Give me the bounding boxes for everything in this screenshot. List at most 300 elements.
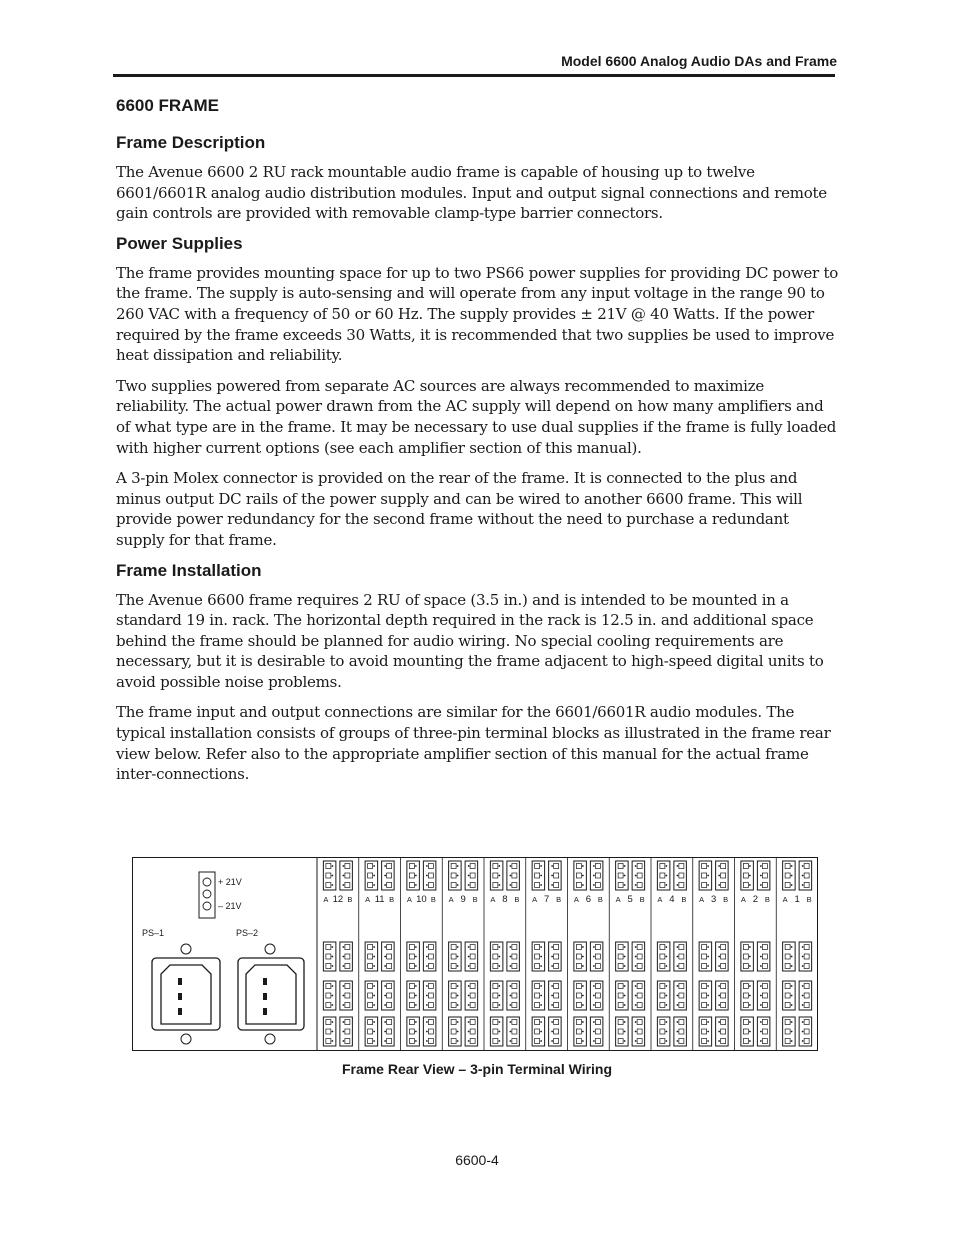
terminal-pin	[637, 1020, 642, 1025]
terminal-screw-dot	[384, 875, 386, 877]
terminal-pin	[743, 945, 748, 950]
terminal-block	[465, 861, 478, 890]
terminal-block	[674, 1017, 687, 1046]
terminal-block	[449, 861, 462, 890]
slot-label-b: B	[639, 895, 645, 904]
terminal-pin	[762, 945, 767, 950]
terminal-block	[340, 861, 353, 890]
terminal-pin	[428, 864, 433, 869]
terminal-screw-dot	[582, 985, 584, 987]
figure-caption: Frame Rear View – 3-pin Terminal Wiring	[341, 1061, 613, 1077]
terminal-pin	[554, 984, 559, 989]
slot-label-b: B	[681, 895, 687, 904]
terminal-pin	[345, 1020, 350, 1025]
terminal-screw-dot	[635, 1021, 637, 1023]
slot-number: 3	[710, 894, 717, 905]
terminal-screw-dot	[373, 1004, 375, 1006]
terminal-block	[507, 1017, 520, 1046]
terminal-pin	[804, 1020, 809, 1025]
terminal-screw-dot	[718, 1021, 720, 1023]
terminal-screw-dot	[551, 985, 553, 987]
terminal-screw-dot	[718, 1040, 720, 1042]
molex-label-plus: + 21V	[218, 877, 242, 887]
terminal-screw-dot	[624, 884, 626, 886]
terminal-screw-dot	[426, 884, 428, 886]
terminal-pin	[743, 1020, 748, 1025]
terminal-pin	[451, 873, 456, 878]
terminal-pin	[637, 873, 642, 878]
section-frame-description	[116, 133, 840, 224]
terminal-pin	[679, 984, 684, 989]
terminal-screw-dot	[551, 946, 553, 948]
terminal-pin	[368, 954, 373, 959]
inlet-pin	[263, 978, 267, 985]
terminal-pin	[345, 993, 350, 998]
terminal-screw-dot	[676, 1031, 678, 1033]
slot-number: 6	[585, 894, 592, 905]
terminal-pin	[595, 945, 600, 950]
ps1-power-inlet	[152, 944, 220, 1044]
terminal-screw-dot	[331, 875, 333, 877]
terminal-screw-dot	[540, 965, 542, 967]
terminal-screw-dot	[331, 1040, 333, 1042]
terminal-screw-dot	[426, 1021, 428, 1023]
terminal-pin	[595, 1020, 600, 1025]
terminal-screw-dot	[551, 1040, 553, 1042]
terminal-screw-dot	[802, 875, 804, 877]
terminal-pin	[702, 1029, 707, 1034]
terminal-pin	[637, 984, 642, 989]
terminal-screw-dot	[791, 884, 793, 886]
terminal-block	[507, 942, 520, 971]
inlet-pin	[263, 1008, 267, 1015]
terminal-pin	[660, 1020, 665, 1025]
terminal-pin	[618, 864, 623, 869]
terminal-screw-dot	[760, 946, 762, 948]
terminal-pin	[409, 864, 414, 869]
terminal-pin	[721, 954, 726, 959]
terminal-screw-dot	[760, 884, 762, 886]
terminal-screw-dot	[457, 884, 459, 886]
terminal-screw-dot	[624, 956, 626, 958]
molex-pin	[203, 878, 211, 886]
terminal-block	[616, 942, 629, 971]
terminal-pin	[428, 1020, 433, 1025]
terminal-pin	[554, 993, 559, 998]
terminal-screw-dot	[551, 884, 553, 886]
terminal-screw-dot	[676, 995, 678, 997]
terminal-block	[632, 861, 645, 890]
slot-label-a: A	[365, 895, 371, 904]
terminal-screw-dot	[540, 1040, 542, 1042]
terminal-screw-dot	[540, 1031, 542, 1033]
terminal-block	[449, 942, 462, 971]
terminal-pin	[804, 873, 809, 878]
inlet-pin	[178, 1008, 182, 1015]
terminal-pin	[618, 984, 623, 989]
terminal-screw-dot	[415, 946, 417, 948]
terminal-pin	[428, 883, 433, 888]
slot-label-b: B	[472, 895, 478, 904]
paragraph: The Avenue 6600 2 RU rack mountable audio frame is capable of housing up to twelve 6601/6601R analog audio distribution modules. Input and output signal connections and remote gain controls are provided with removable clamp-type barrier connectors.	[116, 163, 827, 223]
terminal-screw-dot	[665, 865, 667, 867]
terminal-screw-dot	[384, 956, 386, 958]
terminal-pin	[804, 883, 809, 888]
terminal-block	[632, 981, 645, 1010]
terminal-pin	[493, 883, 498, 888]
terminal-pin	[326, 993, 331, 998]
terminal-pin	[493, 1039, 498, 1044]
terminal-pin	[804, 993, 809, 998]
running-header: Model 6600 Analog Audio DAs and Frame	[561, 53, 837, 69]
terminal-pin	[345, 864, 350, 869]
terminal-screw-dot	[718, 1004, 720, 1006]
terminal-screw-dot	[468, 956, 470, 958]
terminal-block	[590, 942, 603, 971]
terminal-screw-dot	[457, 1031, 459, 1033]
terminal-pin	[345, 984, 350, 989]
terminal-pin	[387, 1020, 392, 1025]
terminal-screw-dot	[498, 965, 500, 967]
terminal-pin	[679, 864, 684, 869]
terminal-pin	[762, 864, 767, 869]
terminal-pin	[743, 984, 748, 989]
terminal-screw-dot	[635, 1031, 637, 1033]
terminal-pin	[660, 993, 665, 998]
ps1-label: PS–1	[142, 928, 165, 938]
terminal-screw-dot	[342, 956, 344, 958]
terminal-pin	[576, 1003, 581, 1008]
terminal-screw-dot	[676, 1004, 678, 1006]
terminal-block	[783, 942, 796, 971]
terminal-pin	[493, 964, 498, 969]
paragraph: A 3-pin Molex connector is provided on the rear of the frame. It is connected to the plus and minus output DC rails of the power supply and can be wired to another 6600 frame. This will provide power redundancy for the second frame without the need to purchase a redundant supply for that frame.	[116, 469, 803, 549]
terminal-screw-dot	[791, 995, 793, 997]
terminal-block	[382, 1017, 395, 1046]
terminal-screw-dot	[749, 956, 751, 958]
terminal-pin	[326, 954, 331, 959]
terminal-screw-dot	[802, 985, 804, 987]
terminal-screw-dot	[593, 985, 595, 987]
terminal-screw-dot	[593, 995, 595, 997]
ps2-power-inlet	[238, 944, 304, 1044]
terminal-screw-dot	[551, 995, 553, 997]
terminal-screw-dot	[749, 1031, 751, 1033]
terminal-screw-dot	[331, 865, 333, 867]
frame-rear-view-figure	[132, 857, 818, 1051]
terminal-pin	[702, 1039, 707, 1044]
terminal-block	[590, 1017, 603, 1046]
terminal-screw-dot	[540, 1021, 542, 1023]
terminal-pin	[409, 964, 414, 969]
terminal-screw-dot	[384, 865, 386, 867]
terminal-screw-dot	[498, 1004, 500, 1006]
terminal-pin	[595, 1029, 600, 1034]
terminal-pin	[743, 954, 748, 959]
terminal-block	[423, 981, 436, 1010]
terminal-screw-dot	[331, 884, 333, 886]
terminal-screw-dot	[582, 1031, 584, 1033]
terminal-screw-dot	[760, 995, 762, 997]
terminal-pin	[470, 864, 475, 869]
terminal-screw-dot	[342, 875, 344, 877]
terminal-screw-dot	[373, 1021, 375, 1023]
terminal-pin	[470, 1020, 475, 1025]
terminal-screw-dot	[718, 875, 720, 877]
terminal-screw-dot	[426, 1004, 428, 1006]
terminal-screw-dot	[498, 1040, 500, 1042]
terminal-screw-dot	[509, 884, 511, 886]
terminal-pin	[721, 945, 726, 950]
terminal-pin	[743, 964, 748, 969]
terminal-pin	[368, 864, 373, 869]
terminal-screw-dot	[426, 865, 428, 867]
terminal-pin	[345, 954, 350, 959]
terminal-pin	[743, 1029, 748, 1034]
terminal-pin	[679, 1020, 684, 1025]
terminal-screw-dot	[707, 1021, 709, 1023]
terminal-screw-dot	[635, 956, 637, 958]
terminal-block	[574, 861, 587, 890]
terminal-pin	[679, 1029, 684, 1034]
terminal-block	[699, 981, 712, 1010]
terminal-screw-dot	[342, 985, 344, 987]
terminal-screw-dot	[791, 956, 793, 958]
terminal-pin	[660, 1039, 665, 1044]
terminal-block	[340, 1017, 353, 1046]
terminal-pin	[576, 993, 581, 998]
terminal-block	[799, 1017, 812, 1046]
terminal-screw-dot	[749, 1040, 751, 1042]
terminal-pin	[535, 1020, 540, 1025]
terminal-screw-dot	[624, 865, 626, 867]
terminal-screw-dot	[373, 946, 375, 948]
terminal-pin	[637, 993, 642, 998]
slot-number: 5	[627, 894, 633, 905]
terminal-pin	[804, 1039, 809, 1044]
terminal-pin	[702, 873, 707, 878]
terminal-screw-dot	[665, 875, 667, 877]
terminal-pin	[535, 864, 540, 869]
terminal-pin	[595, 864, 600, 869]
terminal-block	[423, 1017, 436, 1046]
terminal-screw-dot	[342, 946, 344, 948]
terminal-screw-dot	[760, 985, 762, 987]
terminal-pin	[512, 1020, 517, 1025]
terminal-screw-dot	[384, 1040, 386, 1042]
terminal-screw-dot	[802, 965, 804, 967]
terminal-pin	[535, 883, 540, 888]
terminal-screw-dot	[707, 956, 709, 958]
terminal-pin	[409, 993, 414, 998]
terminal-pin	[387, 883, 392, 888]
terminal-screw-dot	[415, 1040, 417, 1042]
terminal-screw-dot	[760, 875, 762, 877]
terminal-pin	[409, 1003, 414, 1008]
terminal-pin	[345, 873, 350, 878]
terminal-block	[783, 861, 796, 890]
terminal-screw-dot	[665, 985, 667, 987]
terminal-screw-dot	[624, 965, 626, 967]
section-title: 6600 FRAME	[116, 96, 219, 115]
terminal-screw-dot	[509, 985, 511, 987]
terminal-screw-dot	[468, 946, 470, 948]
terminal-pin	[660, 1003, 665, 1008]
terminal-screw-dot	[749, 1021, 751, 1023]
terminal-pin	[637, 1003, 642, 1008]
terminal-screw-dot	[509, 1021, 511, 1023]
terminal-pin	[785, 864, 790, 869]
terminal-pin	[702, 964, 707, 969]
terminal-pin	[785, 993, 790, 998]
terminal-pin	[595, 984, 600, 989]
terminal-pin	[721, 873, 726, 878]
terminal-screw-dot	[749, 875, 751, 877]
terminal-screw-dot	[415, 884, 417, 886]
terminal-pin	[660, 873, 665, 878]
terminal-screw-dot	[665, 884, 667, 886]
terminal-screw-dot	[665, 1031, 667, 1033]
terminal-pin	[702, 984, 707, 989]
terminal-pin	[762, 984, 767, 989]
terminal-screw-dot	[707, 865, 709, 867]
terminal-pin	[535, 984, 540, 989]
terminal-pin	[618, 883, 623, 888]
terminal-pin	[679, 1003, 684, 1008]
terminal-screw-dot	[373, 985, 375, 987]
slot-label-a: A	[323, 895, 329, 904]
terminal-block	[549, 861, 562, 890]
terminal-block	[657, 1017, 670, 1046]
terminal-pin	[618, 954, 623, 959]
terminal-pin	[595, 873, 600, 878]
terminal-screw-dot	[802, 884, 804, 886]
terminal-pin	[326, 864, 331, 869]
terminal-pin	[470, 1039, 475, 1044]
terminal-pin	[595, 1003, 600, 1008]
terminal-pin	[493, 993, 498, 998]
terminal-pin	[679, 954, 684, 959]
terminal-block	[549, 942, 562, 971]
terminal-screw-dot	[415, 865, 417, 867]
terminal-pin	[595, 993, 600, 998]
section-power-supplies	[116, 234, 840, 551]
terminal-pin	[387, 984, 392, 989]
slot-label-a: A	[615, 895, 621, 904]
terminal-screw-dot	[749, 985, 751, 987]
terminal-screw-dot	[802, 995, 804, 997]
terminal-screw-dot	[635, 965, 637, 967]
terminal-pin	[618, 964, 623, 969]
terminal-pin	[470, 1029, 475, 1034]
terminal-screw-dot	[468, 865, 470, 867]
terminal-screw-dot	[457, 965, 459, 967]
terminal-screw-dot	[498, 995, 500, 997]
terminal-pin	[762, 1020, 767, 1025]
terminal-screw-dot	[582, 946, 584, 948]
terminal-block	[449, 1017, 462, 1046]
terminal-pin	[451, 964, 456, 969]
terminal-screw-dot	[707, 995, 709, 997]
terminal-pin	[326, 945, 331, 950]
terminal-screw-dot	[791, 865, 793, 867]
terminal-block	[323, 942, 336, 971]
slot-number: 2	[752, 894, 759, 905]
terminal-screw-dot	[791, 1021, 793, 1023]
terminal-screw-dot	[718, 865, 720, 867]
terminal-screw-dot	[760, 965, 762, 967]
terminal-screw-dot	[676, 946, 678, 948]
terminal-screw-dot	[718, 965, 720, 967]
terminal-pin	[451, 883, 456, 888]
slot-label-b: B	[430, 895, 436, 904]
paragraph: The Avenue 6600 frame requires 2 RU of space (3.5 in.) and is intended to be mounted in a standard 19 in. rack. The horizontal depth required in the rack is 12.5 in. and additional space behind the frame should be planned for audio wiring. No special cooling requirements are necessary, but it is desirable to avoid mounting the frame adjacent to high-speed digital units to avoid possible noise problems.	[116, 590, 824, 691]
terminal-screw-dot	[707, 884, 709, 886]
terminal-block	[465, 942, 478, 971]
terminal-screw-dot	[635, 946, 637, 948]
terminal-screw-dot	[582, 995, 584, 997]
terminal-screw-dot	[665, 965, 667, 967]
terminal-pin	[368, 873, 373, 878]
terminal-screw-dot	[331, 965, 333, 967]
slot-label-a: A	[699, 895, 705, 904]
slot-label-a: A	[740, 895, 746, 904]
terminal-pin	[451, 984, 456, 989]
slot-label-a: A	[490, 895, 496, 904]
terminal-screw-dot	[593, 946, 595, 948]
terminal-screw-dot	[624, 946, 626, 948]
terminal-pin	[493, 873, 498, 878]
terminal-screw-dot	[457, 985, 459, 987]
terminal-pin	[409, 1029, 414, 1034]
terminal-screw-dot	[707, 1031, 709, 1033]
terminal-screw-dot	[540, 995, 542, 997]
terminal-pin	[743, 883, 748, 888]
terminal-block	[507, 981, 520, 1010]
inlet-pin	[263, 993, 267, 1000]
terminal-pin	[637, 964, 642, 969]
terminal-screw-dot	[498, 884, 500, 886]
terminal-block	[382, 981, 395, 1010]
slot-label-a: A	[657, 895, 663, 904]
terminal-screw-dot	[457, 1021, 459, 1023]
terminal-screw-dot	[624, 1004, 626, 1006]
terminal-pin	[637, 1039, 642, 1044]
terminal-screw-dot	[426, 985, 428, 987]
terminal-block	[340, 981, 353, 1010]
terminal-screw-dot	[707, 1040, 709, 1042]
terminal-pin	[512, 945, 517, 950]
terminal-pin	[595, 1039, 600, 1044]
terminal-pin	[512, 883, 517, 888]
terminal-screw-dot	[331, 1031, 333, 1033]
terminal-screw-dot	[718, 956, 720, 958]
terminal-pin	[576, 1020, 581, 1025]
terminal-screw-dot	[373, 956, 375, 958]
inlet-pin	[178, 993, 182, 1000]
terminal-screw-dot	[373, 1040, 375, 1042]
terminal-screw-dot	[457, 1004, 459, 1006]
terminal-pin	[326, 1039, 331, 1044]
terminal-screw-dot	[551, 865, 553, 867]
paragraph: Two supplies powered from separate AC sources are always recommended to maximize reliability. The actual power drawn from the AC supply will depend on how many amplifiers and of what type are in the frame. It may be necessary to use dual supplies if the frame is fully loaded with higher current options (see each amplifier section of this manual).	[116, 376, 837, 457]
terminal-screw-dot	[582, 965, 584, 967]
terminal-screw-dot	[384, 1004, 386, 1006]
terminal-pin	[804, 945, 809, 950]
terminal-screw-dot	[593, 1031, 595, 1033]
terminal-screw-dot	[791, 1040, 793, 1042]
terminal-screw-dot	[509, 1040, 511, 1042]
